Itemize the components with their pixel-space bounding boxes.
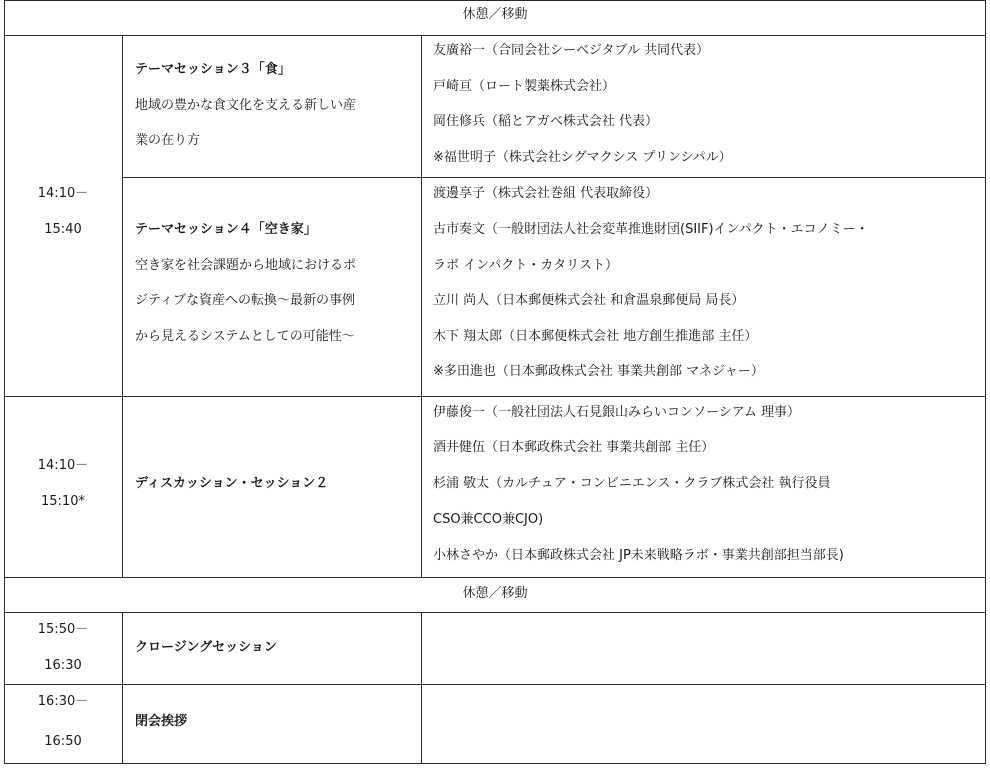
session-title: ディスカッション・セッション２ [135, 476, 329, 491]
session-title: 閉会挨拶 [135, 714, 188, 729]
row-divider [4, 35, 986, 36]
break-label: 休憩／移動 [462, 7, 528, 22]
row-divider [421, 177, 986, 178]
speaker: ※多田進也（日本郵政株式会社 事業共創部 マネジャー） [433, 364, 764, 379]
speaker: 伊藤俊一（一般社団法人石見銀山みらいコンソーシアム 理事） [433, 405, 800, 420]
speaker: 古市奏文（一般財団法人社会変革推進財団(SIIF)インパクト・エコノミー・ [433, 222, 869, 237]
session-title: テーマセッション４「空き家」 [135, 222, 317, 237]
speaker: ラボ インパクト・カタリスト） [433, 258, 618, 273]
time-start: 15:50－ [37, 622, 89, 637]
time-end: 16:30 [44, 658, 82, 673]
time-end: 15:40 [44, 222, 82, 237]
table-border-right [985, 0, 986, 764]
speaker: 戸崎亘（ロート製薬株式会社） [433, 79, 616, 94]
speaker: 小林さやか（日本郵政株式会社 JP未来戦略ラボ・事業共創部担当部長) [433, 548, 844, 563]
table-border-left [4, 0, 5, 764]
session-description: 業の在り方 [135, 133, 201, 148]
speaker: 友廣裕一（合同会社シーベジタブル 共同代表） [433, 43, 710, 58]
row-divider [4, 684, 986, 685]
session-description: 空き家を社会課題から地域におけるポ [135, 258, 357, 273]
break-label: 休憩／移動 [462, 586, 528, 601]
session-description: 地域の豊かな食文化を支える新しい産 [135, 98, 357, 113]
time-start: 14:10－ [37, 458, 89, 473]
col-divider [122, 612, 123, 764]
session-title: クロージングセッション [135, 640, 277, 655]
col-divider [421, 612, 422, 764]
row-divider [122, 177, 422, 178]
speaker: ※福世明子（株式会社シグマクシス プリンシパル） [433, 150, 732, 165]
session-description: から見えるシステムとしての可能性～ [135, 329, 355, 344]
speaker: CSO兼CCO兼CJO) [433, 512, 544, 527]
col-divider [421, 35, 422, 578]
speaker: 酒井健伍（日本郵政株式会社 事業共創部 主任） [433, 440, 715, 455]
speaker: 立川 尚人（日本郵便株式会社 和倉温泉郵便局 局長） [433, 293, 745, 308]
row-divider [4, 577, 986, 578]
time-end: 16:50 [44, 734, 82, 749]
time-start: 16:30－ [37, 694, 89, 709]
speaker: 木下 翔太郎（日本郵便株式会社 地方創生推進部 主任） [433, 329, 758, 344]
time-start: 14:10－ [37, 186, 89, 201]
session-title: テーマセッション３「食」 [135, 62, 291, 77]
session-description: ジティブな資産への転換～最新の事例 [135, 293, 355, 308]
speaker: 渡邊享子（株式会社巻組 代表取締役） [433, 186, 659, 201]
speaker: 岡住修兵（稲とアガベ株式会社 代表） [433, 114, 659, 129]
row-divider [4, 396, 986, 397]
table-border-top [4, 0, 986, 1]
table-border-bottom [4, 763, 986, 764]
time-end: 15:10* [41, 494, 85, 509]
speaker: 杉浦 敬太（カルチュア・コンビニエンス・クラブ株式会社 執行役員 [433, 476, 831, 491]
row-divider [4, 612, 986, 613]
col-divider [122, 35, 123, 578]
